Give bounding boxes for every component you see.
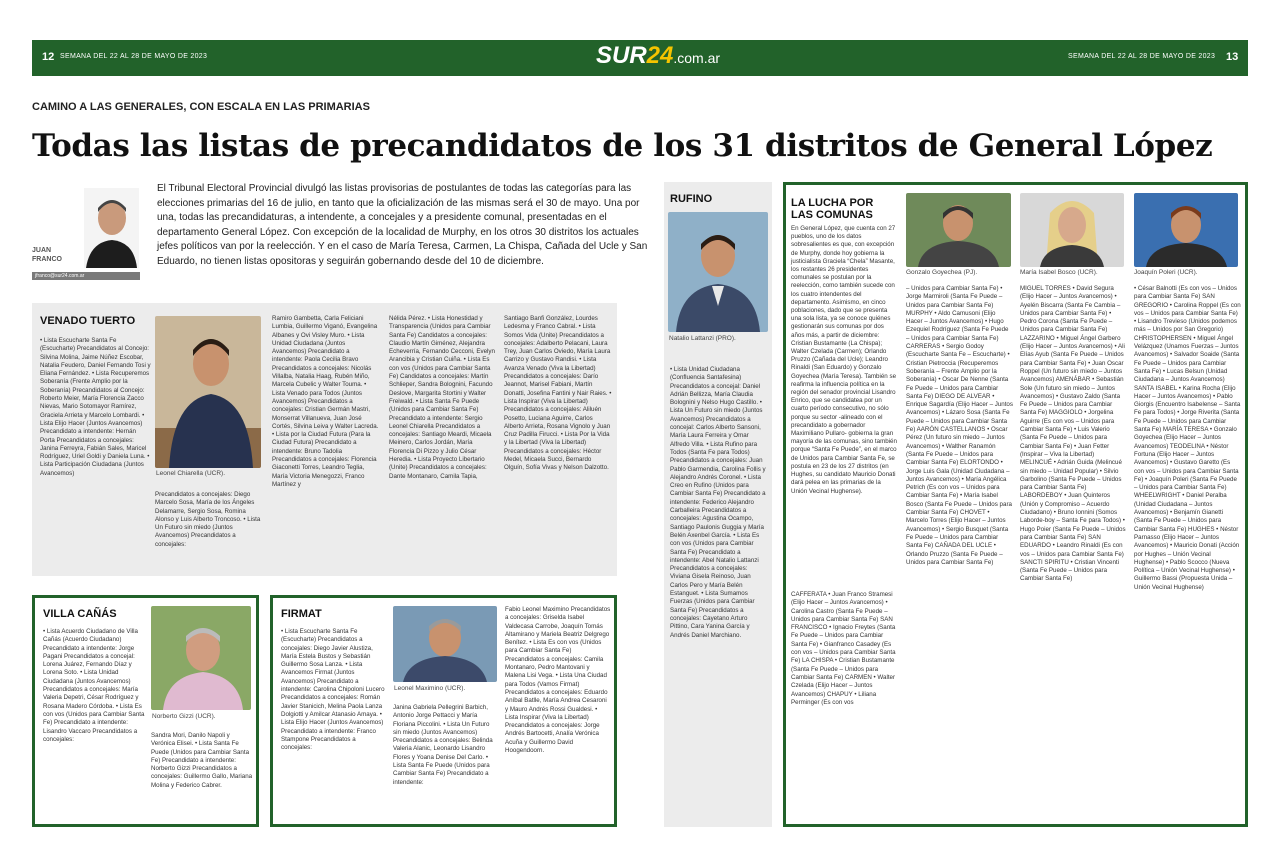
firmat-box [270, 595, 617, 827]
venado-col-3: Ramiro Gambetta, Carla Feliciani Lumbia, Guillermo Viganó, Evangelina Albanes y Ovi Visley Muro. • Lista Unidad Ciudadana (Juntos Avancemos) Precandidato a intendente: Paola Cecilia Bravo Precandidatos a concejales: Nicolás Villalba, Natalia Haag, Rubén Miño, Marcela Cubelic y Walter Touma. • Lista Venado para Todos (Juntos Avancemos) Precandidatos a concejales: Cristian Germán Mastri, Monserrat Villanueva, Juan José Cortés, Silvina Leiva y Walter Lacreda. • Lista por la Ciudad Futura (Para la Ciudad Futura) Precandidato a intendente: Bruno Tadolia Precandidatos a concejales: Florencia Giaconetti Torres, Leandro Teglia, María Victoria Menegozzi, Franco Martínez y [272, 315, 379, 488]
left-issue-date: SEMANA DEL 22 AL 28 DE MAYO DE 2023 [60, 53, 208, 60]
article-lead: El Tribunal Electoral Provincial divulgó las listas provisorias de postulantes de todas las categorías para las elecciones primarias del 16 de julio, en tanto que la oficialización de las mismas será el 30 de mayo. Una por una, todas las precandidaturas, a intendente, a concejales y a presidente comunal, presentadas en el departamento General López. Con excepción de la localidad de Murphy, en los otros 30 distritos los actuales jefes políticos van por la reelección. Y en el caso de María Teresa, Carmen, La Chispa, Cañada del Ucle y San Eduardo, no tienen listas opositoras y seguirán gobernando desde del 10 de diciembre. [157, 183, 648, 267]
venado-candidate-photo [155, 316, 261, 468]
villa-col-2: Sandra Mori, Danilo Napoli y Verónica Elisei. • Lista Santa Fe Puede (Unidos para Cambiar Santa Fe) Precandidato a intendente: Norberto Gizzi Precandidatos a concejales: Guillermo Gallo, Mariana Molina y Federico Cabrer. [151, 732, 253, 789]
comunas-caption-poleri: Joaquín Poleri (UCR). [1134, 269, 1198, 276]
page-header-bar [32, 40, 1248, 76]
villa-photo-caption: Norberto Gizzi (UCR). [152, 713, 216, 720]
firmat-candidate-photo [393, 606, 497, 682]
author-last-name: FRANCO [32, 256, 62, 263]
comunas-photo-poleri [1134, 193, 1238, 267]
author-email[interactable]: jfranco@sur24.com.ar [32, 272, 140, 280]
venado-col-2: Precandidatos a concejales: Diego Marcelo Sosa, María de los Ángeles Delamarre, Sergio Sosa, Romina Alonso y Luis Alberto Troncoso. • Lista Un Futuro sin miedo (Juntos Avancemos) Precandidatos a concejales: [155, 491, 261, 548]
left-page-number: 12 [42, 51, 55, 63]
comunas-photo-goyechea [906, 193, 1011, 267]
firmat-col-3: Fabio Leonel Maximino Precandidatos a concejales: Griselda Isabel Valdecasa Carrobe, Joaquín Tomás Altamirano y Mariela Beatriz Delgrego Benítez. • Lista Es con vos (Unidos para Cambiar Santa Fe) Precandidatos a concejales: Camila Montanaro, Pedro Mantovani y Malena Lisi Vega. • Lista Una Ciudad para Todos (Vamos Firmat) Precandidatos a concejales: Eduardo Aníbal Batlle, María Andrea Cesaroni y Mauro Andrés Rossi Gualdesi. • Lista Inspirar (Viva la Libertad) Precandidatos a concejales: Jorge Andrés Bartocetti, Analía Verónica Acuña y Guillermo David Hoogendoorn. [505, 606, 611, 755]
comunas-caption-bosco: María Isabel Bosco (UCR). [1020, 269, 1098, 276]
rufino-photo-caption: Natalio Lattanzi (PRO). [669, 335, 736, 342]
villa-canas-box [32, 595, 259, 827]
firmat-photo-caption: Leonel Maximino (UCR). [394, 685, 466, 692]
author-first-name: JUAN [32, 247, 52, 254]
firmat-title: FIRMAT [281, 608, 322, 620]
comunas-title [791, 197, 873, 221]
villa-candidate-photo [151, 606, 251, 710]
logo-text-24: 24 [646, 42, 674, 69]
comunas-col-2: – Unidos para Cambiar Santa Fe) • Jorge Marmiroli (Santa Fe Puede – Unidos para Cambiar Santa Fe) MURPHY • Aldo Camusoni (Elijo Hacer – Juntos Avancemos) • Hugo Ezequiel Rodríguez (Santa Fe Puede – Unidos para Cambiar Santa Fe) CARRERAS • Sergio Godoy (Escucharte Santa Fe – Escucharte) • Cristian Pietroccia (Recuperemos Soberanía – Frente Amplio por la Soberanía) • Oscar De Nenne (Santa Fe Puede – Unidos para Cambiar Santa Fe) DIEGO DE ALVEAR • Enrique Sagardía (Elijo Hacer – Juntos Avancemos) • Lázaro Sosa (Santa Fe Puede – Unidos para Cambiar Santa Fe) AARÓN CASTELLANOS • Oscar Pérez (Un futuro sin miedo – Juntos Avancemos) • Walther Ranamón (Santa Fe Puede – Unidos para Cambiar Santa Fe) ELORTONDO • Jorge Luis Gala (Unidad Ciudadana – Juntos Avancemos) • María Angélica Petrich (Es con vos – Unidos para Cambiar Santa Fe) • María Isabel Bosco (Santa Fe Puede – Unidos para Cambiar Santa Fe) CHOVET • Marcelo Torres (Elijo Hacer – Juntos Avancemos) • Sergio Busquet (Santa Fe Puede – Unidos para Cambiar Santa Fe) CAÑADA DEL UCLE • Orlando Pruzzo (Santa Fe Puede – Unidos para Cambiar Santa Fe) [906, 285, 1013, 566]
villa-col-1: • Lista Acuerdo Ciudadano de Villa Cañás (Acuerdo Ciudadano) Precandidato a intendente: Jorge Pagani Precandidatos a concejal: Lorena Juárez, Fernando Díaz y Lorena Soto. • Lista Unidad Ciudadana (Juntos Avancemos) Precandidatos a concejales: María Valeria Depetri, César Rodríguez y Rosana Madero Córdoba. • Lista Es con vos (Unidos para Cambiar Santa Fe) Precandidato a intendente: Lisandro Vaccaro Precandidatos a concejales: [43, 628, 145, 743]
author-photo [84, 188, 139, 268]
venado-tuerto-title: VENADO TUERTO [40, 315, 136, 327]
villa-canas-title: VILLA CAÑÁS [43, 608, 117, 620]
logo-text-sur: SUR [596, 42, 647, 69]
article-kicker: CAMINO A LAS GENERALES, CON ESCALA EN LAS PRIMARIAS [32, 101, 370, 113]
comunas-intro: En General López, que cuenta con 27 pueblos, uno de los datos sobresalientes es que, con excepción de Murphy, donde hoy gobierna la justicialista Graciela “Chela” Masante, los restantes 26 presidentes comunales se postulan por la reelección, como también sucede con los cuatro intendentes del departamento. Asimismo, en cinco poblaciones, dado que se presenta una sola lista, ya se conoce quiénes gestionarán sus comunas por dos años más, a partir de diciembre: Cristian Bustamante (La Chispa); Walter Czelada (Carmen); Orlando Pruzzo (Cañada del Ucle); Leandro Rinaldi (San Eduardo) y Gonzalo Goyechea (María Teresa). También se reafirma la influencia política en la región del senador provincial Lisandro Enrico, que se candidatea por un cuarto período consecutivo, no sólo porque su sector -alineado con el precandidato a gobernador Maximiliano Pullaro- gobierna la gran mayoría de las comunas, sino también porque “Santa Fe Puede”, en el marco de Unidos para Cambiar Santa Fe, se postula en 23 de los 27 distritos (en Hughes, su candidato Mauricio Donati dará pelea en las primarias de la Unión Vecinal Hughense). [791, 225, 897, 495]
rufino-col: • Lista Unidad Ciudadana (Confluencia Santafesina) Precandidatos a concejal: Daniel Adrián Bellizza, María Claudia Bolognini y Nelso Hugo Castillo. • Lista Un Futuro sin miedo (Juntos Avancemos) Precandidatos a concejal: Carlos Alberto Sansoni, María Laura Ferreira y Omar Alfredo Villa. • Lista Rufino para Todos (Santa Fe para Todos) Precandidatos a concejales: Juan Pablo Garmendia, Carolina Follis y Alejandro Andrés Coronel. • Lista Creo en Rufino (Unidos para Cambiar Santa Fe) Precandidato a intendente: Federico Alejandro Carballeira Precandidatos a concejales: Agustina Ocampo, Santiago Paulonis Guggia y María Belén Axenbel García. • Lista Es con vos (Unidos para Cambiar Santa Fe) Precandidato a intendente: Abel Natalio Lattanzi Precandidatos a concejales: Viviana Gisela Reinoso, Juan Carlos Pero y María Belén Estanguet. • Lista Sumamos Fuerzas (Unidos para Cambiar Santa Fe) Precandidatos a concejales: Cayetano Arturo Pittino, Cara Yanina García y Andrés Daniel Marchiano. [670, 366, 766, 639]
right-issue-date: SEMANA DEL 22 AL 28 DE MAYO DE 2023 [1068, 53, 1216, 60]
article-headline: Todas las listas de precandidatos de los 31 distritos de General López [32, 128, 1213, 164]
venado-col-4: Nélida Pérez. • Lista Honestidad y Transparencia (Unidos para Cambiar Santa Fe) Candidatos a concejales: Claudio Martín Giménez, Alejandra Echeverría, Fernando Cecconi, Evelyn Arancibia y Cristian Cuiña. • Lista Es con vos (Unidos para Cambiar Santa Fe) Candidatos a concejales: Martín Schlieper, Sandra Bolognini, Facundo Deslove, Margarita Stortini y Walter Freiwald. • Lista Santa Fe Puede (Unidos para Cambiar Santa Fe) Precandidato a intendente: Sergio Leonel Chiarella Precandidatos a concejales: Santiago Meardi, Micaela Meinero, Carlos Jordán, María Florencia Di Pizzo y Julio César Heredia. • Lista Proyecto Libertario (Unite) Precandidatos a concejales: Dante Montanaro, Camila Tapia, [389, 315, 495, 480]
firmat-col-1: • Lista Escucharte Santa Fe (Escucharte) Precandidatos a concejales: Diego Javier Alustiza, María Estela Bustos y Sebastián Guillermo Sosa Lanza. • Lista Avancemos Firmat (Juntos Avancemos) Precandidato a intendente: Carolina Chipoloni Lucero Precandidatos a concejales: Román Javier Stanicich, Melina Paola Lanza Dolgiotti y Amilcar Atanasio Amaya. • Lista Elijo Hacer (Juntos Avancemos) Precandidato a intendente: Franco Stampone Precandidatos a concejales: [281, 628, 385, 752]
comunas-title-line-1: LA LUCHA POR [791, 197, 874, 209]
comunas-col-4: • César Balnotti (Es con vos – Unidos para Cambiar Santa Fe) SAN GREGORIO • Carolina Roppel (Es con vos – Unidos para Cambiar Santa Fe) • Lisandro Trevieso (Unidos podemos más – Unidos por San Gregorio) CHRISTOPHERSEN • Miguel Ángel Velázquez (Unamos Fuerzas – Juntos Avancemos) • Salvador Soaide (Santa Fe Puede – Unidos para Cambiar Santa Fe) • Lucas Belsun (Unidad Ciudadana – Juntos Avancemos) SANTA ISABEL • Karina Rocha (Elijo Hacer – Juntos Avancemos) • Pablo Giorgis (Encuentro Isabelense – Santa Fe para Todos) • Jorge Riverita (Santa Fe Puede – Unidos para Cambiar Santa Fe) MARÍA TERESA • Gonzalo Goyechea (Elijo Hacer – Juntos Avancemos) TEODELINA • Néstor Fortuna (Elijo Hacer – Juntos Avancemos) • Gustavo Garetto (Es con vos – Unidos para Cambiar Santa Fe) • Joaquín Poleri (Santa Fe Puede – Unidos para Cambiar Santa Fe) WHEELWRIGHT • Daniel Peralba (Unidad Ciudadana – Juntos Avancemos) • Benjamín Gianetti (Santa Fe Puede – Unidos para Cambiar Santa Fe) HUGHES • Néstor Parnasso (Elijo Hacer – Juntos Avancemos) • Mauricio Donati (Acción por Hughes – Unión Vecinal Hughense) • Pablo Scocco (Nueva Política – Unión Vecinal Hughense) • Guillermo Bassi (Propuesta Unida – Unión Vecinal Hughense) [1134, 285, 1241, 591]
comunas-caption-goyechea: Gonzalo Goyechea (PJ). [906, 269, 978, 276]
comunas-col-1: CAFFERATA • Juan Franco Stramesi (Elijo Hacer – Juntos Avancemos) • Carolina Castro (Santa Fe Puede – Unidos para Cambiar Santa Fe) SAN FRANCISCO • Ignacio Freytes (Santa Fe Puede – Unidos para Cambiar Santa Fe) • Gianfranco Casadey (Es con vos – Unidos para Cambiar Santa Fe) LA CHISPA • Cristian Bustamante (Santa Fe Puede – Unidos para Cambiar Santa Fe) CARMEN • Walter Czelada (Elijo Hacer – Juntos Avancemos) CHAPUY • Liliana Perminger (Es con vos [791, 591, 896, 706]
rufino-title: RUFINO [670, 193, 713, 205]
site-logo[interactable] [596, 42, 720, 70]
rufino-candidate-photo [668, 212, 768, 332]
author-name [32, 246, 72, 264]
author-byline [32, 186, 142, 284]
venado-col-5: Santiago Banfi González, Lourdes Ledesma y Franco Cabral. • Lista Somos Vida (Unite) Precandidatos a concejales: Adalberto Pelacani, Laura Trey, Juan Carlos Oviedo, María Laura Carrizo y Gustavo Randisi. • Lista Avanza Venado (Viva la Libertad) Precandidatos a concejales: Darío Jeannot, Marisel Fabiani, Martín Donatti, Josefina Fantini y Nair Raies. • Lista Inspirar (Viva la Libertad) Precandidatos a concejales: Aliluén Posetto, Luciana Aguirre, Carlos Alberto Arrieta, Rosana Vignolo y Juan Cruz Padilla Firucci. • Lista Por la Vida y la Libertad (Viva la Libertad) Precandidatos a concejales: Héctor Medel, Micaela Succi, Bernardo Olguín, Sofía Vivas y Nelson Dalzotto. [504, 315, 612, 472]
venado-photo-caption: Leonel Chiarella (UCR). [156, 470, 225, 477]
right-page-number: 13 [1226, 51, 1239, 63]
comunas-photo-bosco [1020, 193, 1124, 267]
comunas-title-line-2: LAS COMUNAS [791, 209, 873, 221]
venado-tuerto-box [32, 303, 617, 576]
rufino-box [664, 182, 772, 827]
comunas-box [783, 182, 1248, 827]
comunas-col-3: MIGUEL TORRES • David Segura (Elijo Hacer – Juntos Avancemos) • Ayelén Biscarra (Santa Fe Cambia – Unidos para Cambiar Santa Fe) • Pedro Corona (Santa Fe Puede – Unidos para Cambiar Santa Fe) LAZZARINO • Miguel Ángel Garbero (Elijo Hacer – Juntos Avancemos) • Ali Elías Ayub (Santa Fe Puede – Unidos para Cambiar Santa Fe) • Juan Oscar Roppel (Un futuro sin miedo – Juntos Avancemos) AMENÁBAR • Sebastián Sole (Un futuro sin miedo – Juntos Avancemos) • Gustavo Zaldo (Santa Fe Puede – Unidos para Cambiar Santa Fe) MAGGIOLO • Jorgelina Aguirre (Es con vos – Unidos para Cambiar Santa Fe) • Luis Valerio (Santa Fe Puede – Unidos para Cambiar Santa Fe) • Juan Fetter (Inspirar – Viva la Libertad) MELINCUÉ • Adrián Guida (Melincué sin miedo – Unidad Popular) • Silvio Garbolino (Santa Fe Puede – Unidos para Cambiar Santa Fe) LABORDEBOY • Juan Quinteros (Unión y Compromiso – Acuerdo Ciudadano) • Bruno Ionnini (Somos Laborde-boy – Santa Fe para Todos) • Hugo Poier (Santa Fe Puede – Unidos para Cambiar Santa Fe) SAN EDUARDO • Leandro Rinaldi (Es con vos – Unidos para Cambiar Santa Fe) SANCTI SPIRITU • Cristian Vincenti (Santa Fe Puede – Unidos para Cambiar Santa Fe) [1020, 285, 1126, 583]
venado-col-1: • Lista Escucharte Santa Fe (Escucharte) Precandidatos al Concejo: Silvina Molina, Jaime Núñez Escobar, Natalia Feudero, Daniel Fernando Tosi y Eliana Fernández. • Lista Recuperemos Soberanía (Frente Amplio por la Soberanía) Precandidatos al Concejo: Roberto Meier, María Florencia Zacco Nievas, Mario Sotomayor Ramírez, Graciela Arrieta y Marcelo Lombardi. • Lista Elijo Hacer (Juntos Avancemos) Precandidato a intendente: Hernán Porta Precandidatos a concejales: Janina Ferreyra, Fabián Sales, Maricel Rodríguez, Uriel Goldi y Daniela Luna. • Lista Participación Ciudadana (Juntos Avancemos) [40, 337, 151, 477]
logo-text-domain: .com.ar [673, 50, 721, 66]
firmat-col-2: Janina Gabriela Pellegrini Barbich, Antonio Jorge Pettacci y María Floriana Piccolini. • Lista Un Futuro sin miedo (Juntos Avancemos) Precandidatos a concejales: Belinda Valeria Alanic, Leonardo Lisandro Flores y Yoana Denise Del Carlo. • Lista Santa Fe Puede (Unidos para Cambiar Santa Fe) Precandidato a intendente: [393, 704, 493, 786]
